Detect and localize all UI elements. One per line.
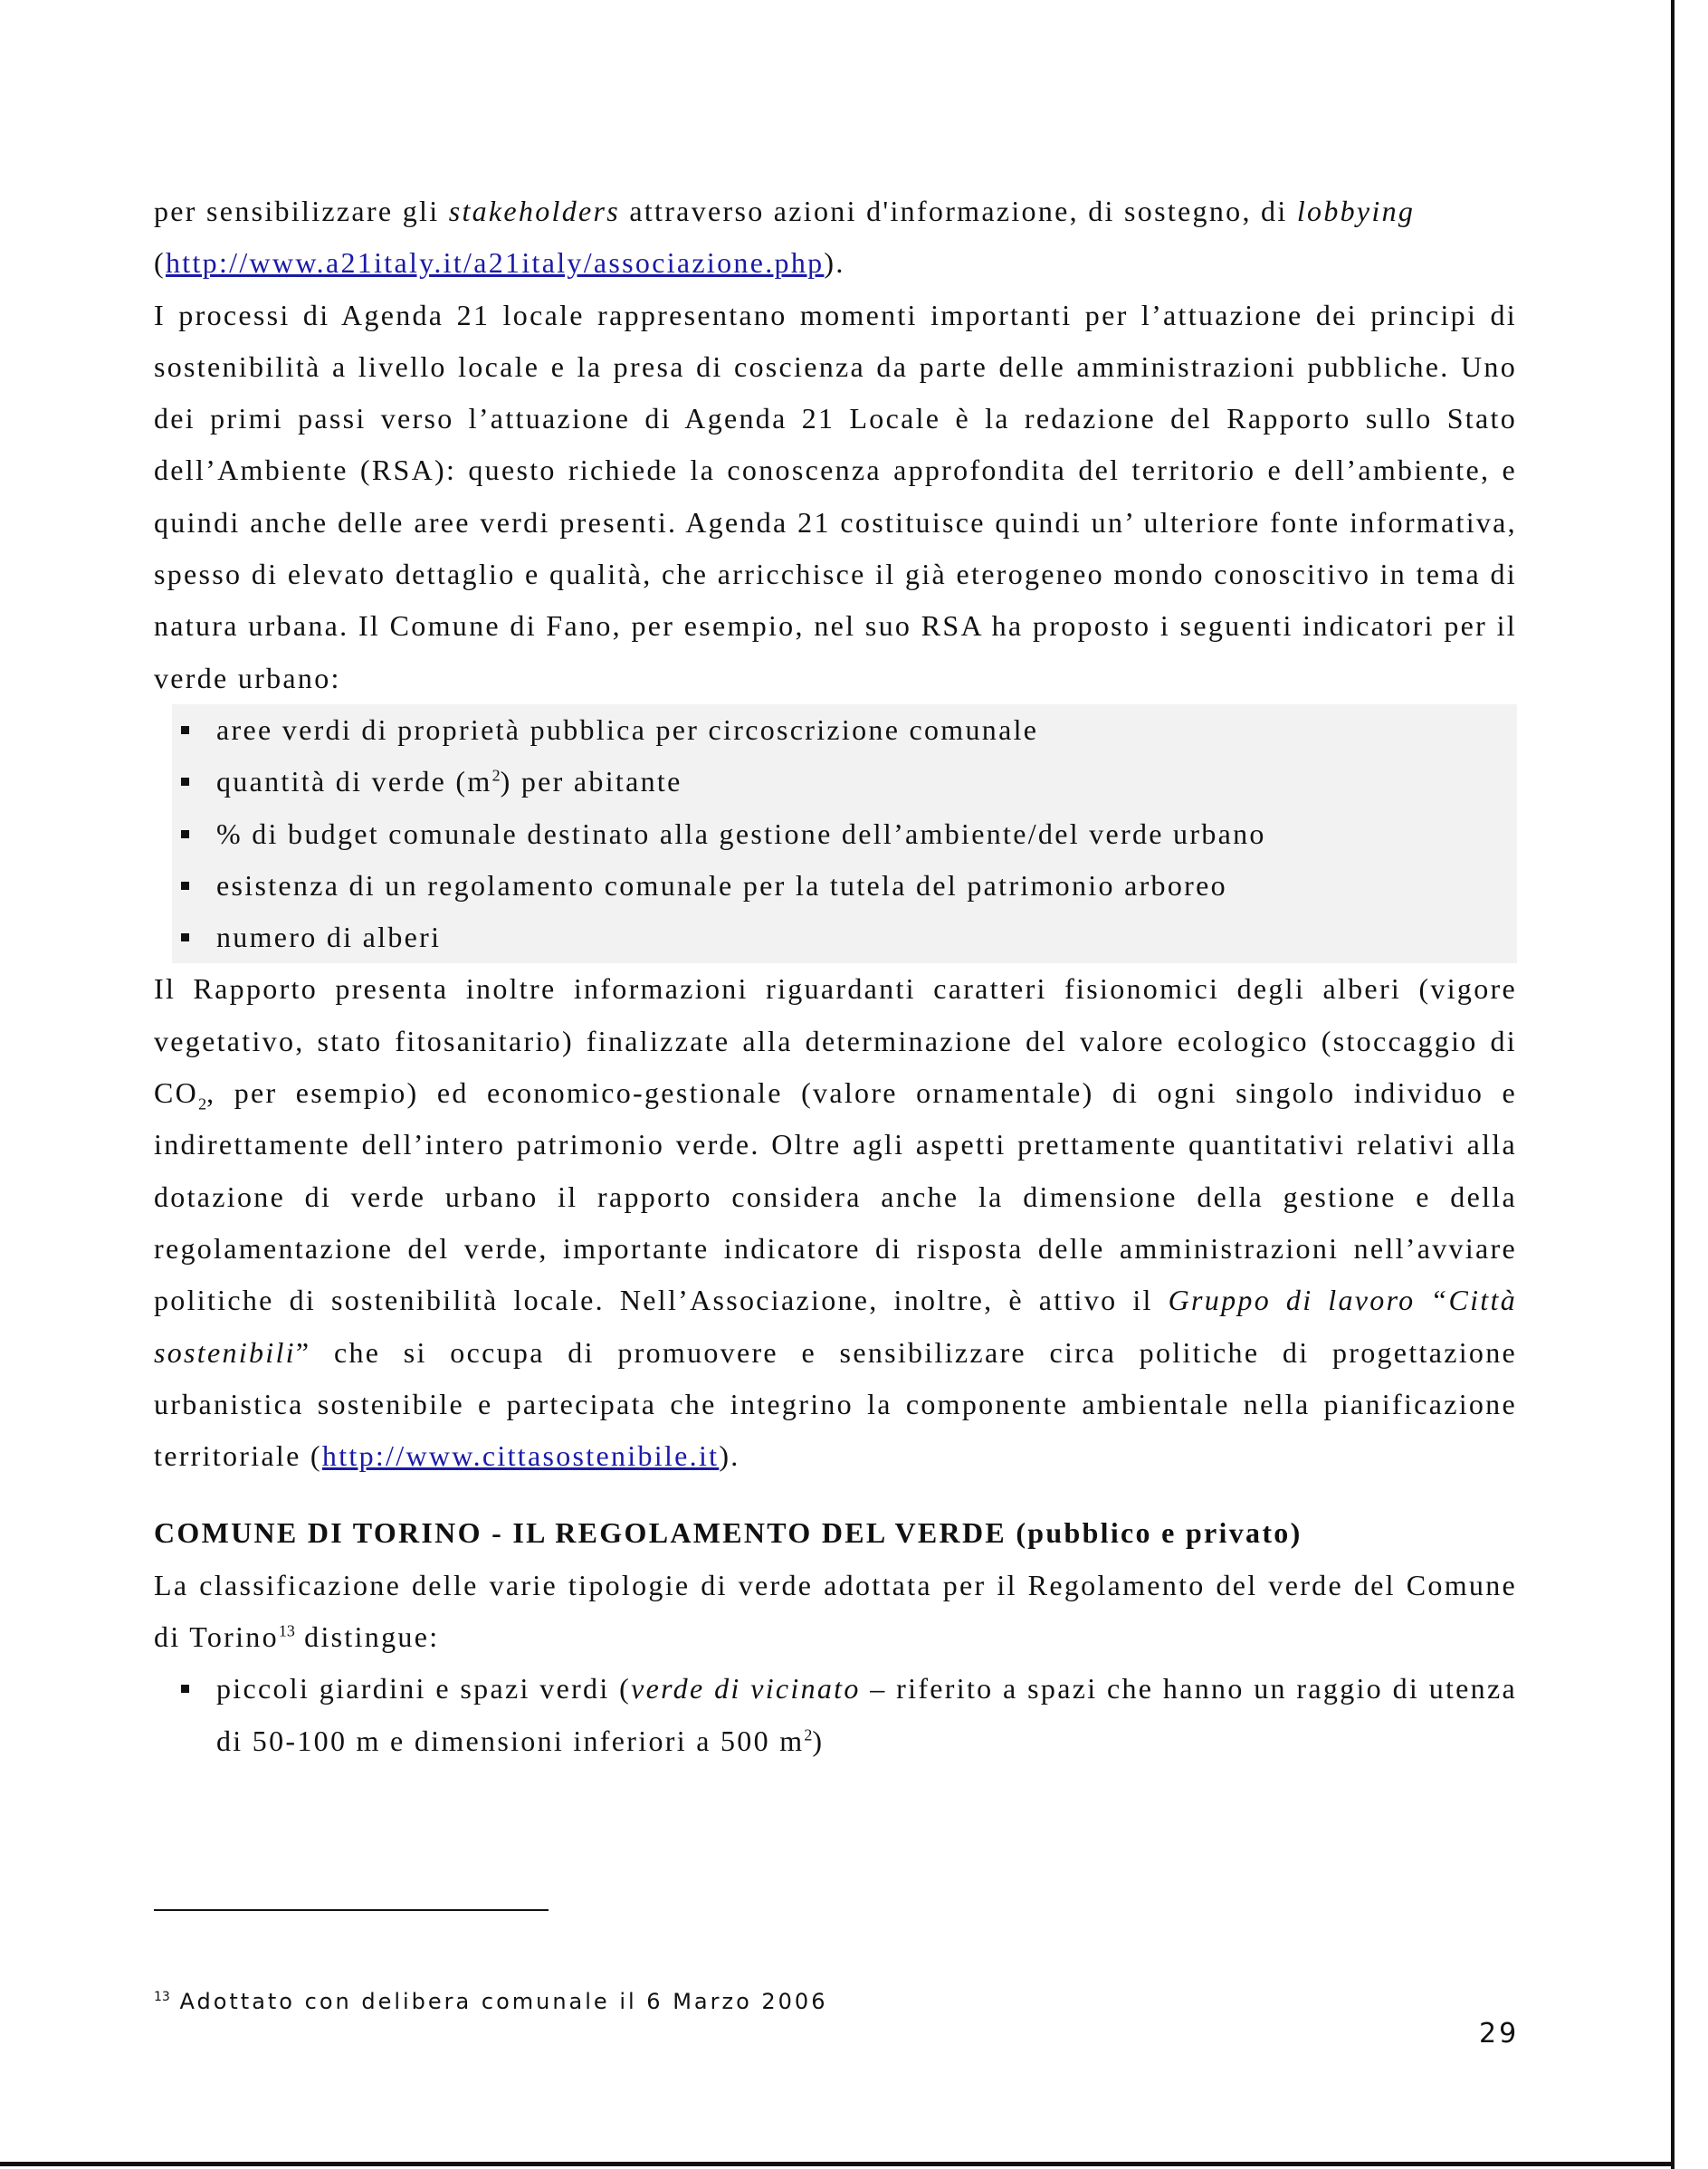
footnote-text: Adottato con delibera comunale il 6 Marzo 2006 [169,1989,828,2014]
footnote-separator [154,1909,549,1911]
torino-text-1: La classificazione delle varie tipologie di verde adottata per il Regolamento del verde del Comune di Torino [154,1568,1517,1654]
intro-text-2: attraverso azioni d'informazione, di sostegno, di [620,195,1297,227]
subscript: 2 [198,1094,207,1113]
superscript: 2 [804,1725,813,1744]
list-item-text: – riferito a spazi che hanno un raggio di utenza di 50-100 m e dimensioni inferiori a 500 m [216,1672,1517,1757]
list-item [172,808,1517,860]
torino-paragraph [154,1560,1517,1664]
torino-text-2: distingue: [294,1620,440,1654]
rapporto-paragraph [154,963,1517,1482]
torino-list [172,1663,1517,1767]
list-item-text: % di budget comunale destinato alla gestione dell’ambiente/del verde urbano [216,817,1266,850]
list-item [172,1663,1517,1767]
list-item-text: ) per abitante [500,765,682,798]
page-content [154,186,1517,1767]
footnote [154,1989,827,2014]
footnote-ref[interactable]: 13 [278,1621,295,1640]
list-item-text: quantità di verde (m [216,765,492,798]
page-border-bottom [0,2162,1675,2166]
paren-open: ( [154,246,166,280]
list-item-text: numero di alberi [216,921,442,954]
list-item [172,756,1517,807]
stakeholders-term: stakeholders [448,195,621,227]
a21italy-link[interactable]: http://www.a21italy.it/a21italy/associazione.php [165,246,825,280]
cittasostenibile-link[interactable]: http://www.cittasostenibile.it [321,1439,720,1473]
list-item-text: aree verdi di proprietà pubblica per circoscrizione comunale [216,712,1039,746]
list-item-text: ) [812,1724,825,1757]
lobbying-term: lobbying [1296,195,1416,227]
page-border-right [1671,0,1675,2169]
list-item [172,860,1517,912]
rapporto-text-3: ” che si occupa di promuovere e sensibilizzare circa politiche di progettazione urbanistica sostenibile e partecipata che integrino la componente ambientale nella pianificazione territoriale ( [154,1335,1517,1473]
rapporto-text-2: , per esempio) ed economico-gestionale (valore ornamentale) di ogni singolo individuo e indirettamente dell’intero patrimonio verde. Oltre agli aspetti prettamente quantitativi relativi alla dotazione di verde urbano il rapporto considera anche la dimensione della gestione e della regolamentazione del verde, importante indicatore di risposta delle amministrazioni nell’avviare politiche di sostenibilità locale. Nell’Associazione, inoltre, è attivo il [154,1076,1517,1317]
list-item-text: piccoli giardini e spazi verdi ( [216,1672,632,1706]
rapporto-text-1: Il Rapporto presenta inoltre informazioni riguardanti caratteri fisionomici degli alberi (vigore vegetativo, stato fitosanitario) finalizzate alla determinazione del valore ecologico (stoccaggio di CO [154,972,1517,1110]
intro-paragraph [154,186,1517,290]
list-item [172,912,1517,963]
list-item-italic: verde di vicinato [631,1672,861,1706]
paren-close: ). [824,246,845,280]
section-heading: COMUNE DI TORINO - IL REGOLAMENTO DEL VERDE (pubblico e privato) [154,1516,1302,1550]
footnote-number: 13 [154,1990,170,2004]
superscript: 2 [491,766,501,785]
intro-text-1: per sensibilizzare gli [154,195,449,227]
rapporto-text-4: ). [719,1439,740,1473]
page-number: 29 [1479,2018,1520,2050]
list-item-text: esistenza di un regolamento comunale per la tutela del patrimonio arboreo [216,868,1227,902]
indicators-list [172,704,1517,963]
group-name: Gruppo di lavoro “Città sostenibili [154,1284,1517,1369]
list-item [172,704,1517,756]
agenda-paragraph: I processi di Agenda 21 locale rappresentano momenti importanti per l’attuazione dei principi di sostenibilità a livello locale e la presa di coscienza da parte delle amministrazioni pubbliche. Uno dei primi passi verso l’attuazione di Agenda 21 Locale è la redazione del Rapporto sullo Stato dell’Ambiente (RSA): questo richiede la conoscenza approfondita del territorio e dell’ambiente, e quindi anche delle aree verdi presenti. Agenda 21 costituisce quindi un’ ulteriore fonte informativa, spesso di elevato dettaglio e qualità, che arricchisce il già eterogeneo mondo conoscitivo in tema di natura urbana. Il Comune di Fano, per esempio, nel suo RSA ha proposto i seguenti indicatori per il verde urbano: [154,298,1517,694]
